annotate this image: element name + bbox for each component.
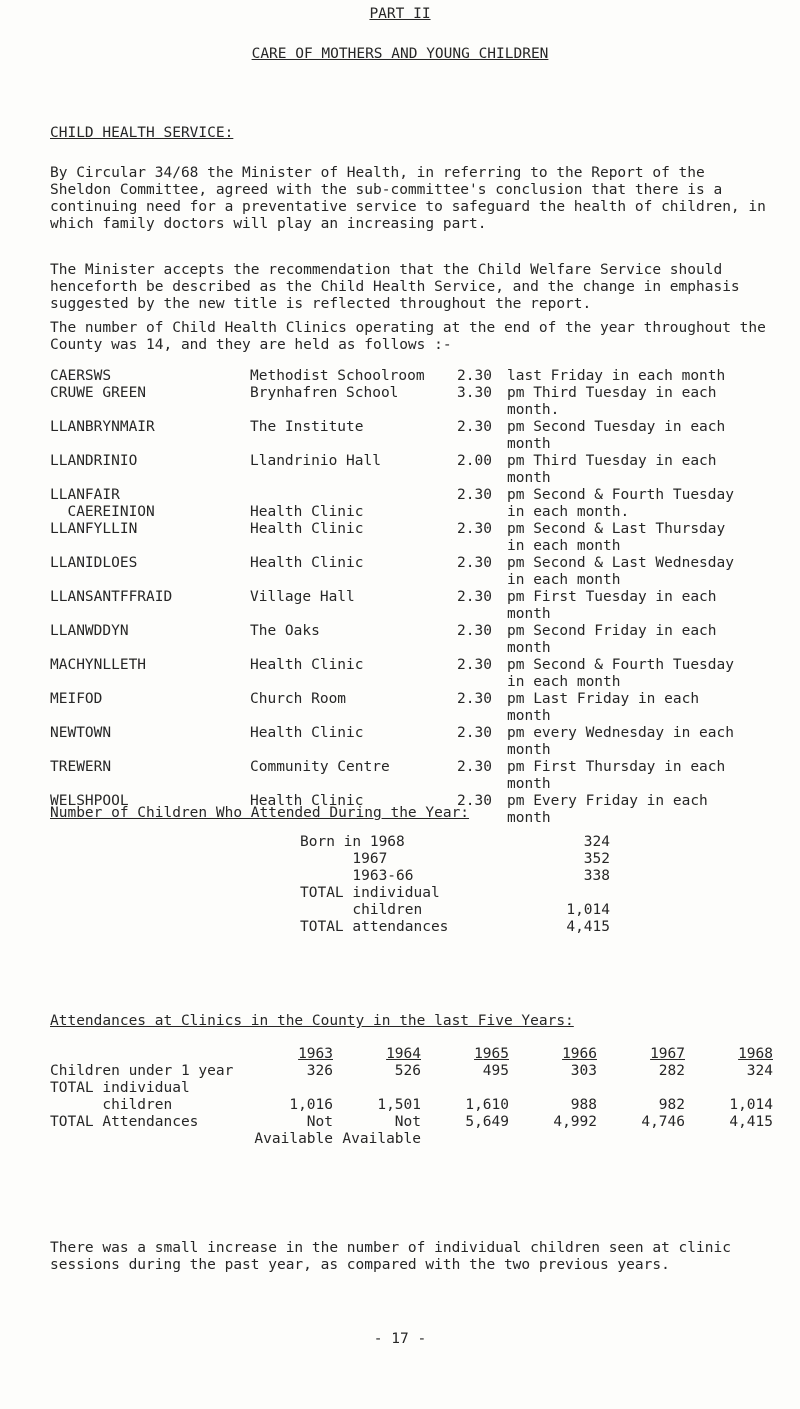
clinic-day: pm First Thursday in each month (507, 759, 726, 792)
attendance-row (50, 1131, 773, 1148)
clinic-time: 2.30 (457, 419, 492, 435)
year-header: 1963 (298, 1046, 333, 1062)
clinic-row (50, 725, 750, 759)
attended-value: 1,014 (566, 902, 610, 918)
attendance-value: Not (306, 1114, 333, 1130)
clinic-row (50, 453, 750, 487)
attended-label: 1963-66 (300, 868, 414, 884)
clinic-day: pm First Tuesday in each month (507, 589, 717, 622)
attendance-value: 1,014 (729, 1097, 773, 1113)
clinic-row (50, 419, 750, 453)
clinic-name: TREWERN (50, 759, 112, 775)
clinic-day: pm Second & Last Wednesday in each month (507, 555, 734, 588)
clinic-venue: Village Hall (250, 589, 355, 605)
attendance-value (333, 1080, 421, 1097)
clinic-time: 2.30 (457, 589, 492, 605)
clinic-venue: Health Clinic (250, 504, 364, 520)
clinic-venue: The Oaks (250, 623, 320, 639)
attended-label: 1967 (300, 851, 388, 867)
closing-paragraph: There was a small increase in the number of individual children seen at clinic sessions during the past year, as compared with the two previous years. (50, 1240, 731, 1273)
year-header: 1967 (650, 1046, 685, 1062)
attendance-value: 1,610 (465, 1097, 509, 1113)
attendances-table (50, 1046, 773, 1148)
clinic-day: pm Second & Fourth Tuesday in each month (507, 657, 734, 690)
attendance-label: Children under 1 year (50, 1063, 234, 1079)
clinic-row (50, 691, 750, 725)
attended-row (300, 851, 610, 868)
clinic-name: LLANSANTFFRAID (50, 589, 173, 605)
clinic-day: pm Last Friday in each month (507, 691, 700, 724)
attendance-value: 324 (746, 1063, 773, 1079)
clinic-time: 2.00 (457, 453, 492, 469)
clinic-time: 2.30 (457, 487, 492, 503)
clinic-day: pm Second Tuesday in each month (507, 419, 726, 452)
clinic-name: LLANFYLLIN (50, 521, 138, 537)
clinic-time: 2.30 (457, 657, 492, 673)
attended-label: Born in 1968 (300, 834, 405, 850)
clinic-row (50, 759, 750, 793)
clinic-day: pm Second & Last Thursday in each month (507, 521, 726, 554)
paragraph-minister: The Minister accepts the recommendation that the Child Welfare Service should henceforth be described as the Child Health Service, and the change in emphasis suggested by the new title is reflected throughout the report. (50, 262, 740, 312)
attendance-value: Available (342, 1131, 421, 1147)
attendance-value: 988 (570, 1097, 597, 1113)
attendances-heading: Attendances at Clinics in the County in the last Five Years: (50, 1013, 574, 1029)
clinic-name: NEWTOWN (50, 725, 112, 741)
clinic-day: pm every Wednesday in each month (507, 725, 734, 758)
clinic-time: 2.30 (457, 691, 492, 707)
section-title: CARE OF MOTHERS AND YOUNG CHILDREN (251, 46, 549, 62)
attendance-value (685, 1131, 773, 1148)
paragraph-circular: By Circular 34/68 the Minister of Health, in referring to the Report of the Sheldon Committee, agreed with the sub-committee's conclusion that there is a continuing need for a preventative service to safeguard the health of children, in which family doctors will play an increasing part. (50, 165, 766, 232)
attended-value: 352 (583, 851, 610, 867)
clinic-venue: Llandrinio Hall (250, 453, 381, 469)
attended-label: TOTAL attendances (300, 919, 449, 935)
clinic-venue: Health Clinic (250, 793, 364, 809)
attendance-row (50, 1097, 773, 1114)
child-health-heading: CHILD HEALTH SERVICE: (50, 125, 234, 141)
attended-value: 324 (583, 834, 610, 850)
clinic-day: last Friday in each month (507, 368, 726, 384)
clinic-row (50, 385, 750, 419)
attendance-row (50, 1080, 773, 1097)
attendance-value (597, 1131, 685, 1148)
attended-row (300, 868, 610, 885)
attendance-row (50, 1114, 773, 1131)
attendance-label: TOTAL Attendances (50, 1114, 199, 1130)
attended-value: 338 (583, 868, 610, 884)
clinic-day: pm Second & Fourth Tuesday in each month. (507, 487, 734, 520)
clinic-venue: Health Clinic (250, 725, 364, 741)
attendance-value: 495 (482, 1063, 509, 1079)
attendance-value (685, 1080, 773, 1097)
clinic-time: 2.30 (457, 623, 492, 639)
part-label: PART II (369, 6, 431, 22)
clinic-venue: Church Room (250, 691, 347, 707)
attendance-value: 982 (658, 1097, 685, 1113)
clinic-name: MACHYNLLETH (50, 657, 147, 673)
attended-label: children (300, 902, 423, 918)
attendance-value (597, 1080, 685, 1097)
attendance-value: Available (254, 1131, 333, 1147)
clinic-venue: Brynhafren School (250, 385, 399, 401)
clinic-venue: Methodist Schoolroom (250, 368, 425, 384)
attendance-row (50, 1063, 773, 1080)
clinic-name: CRUWE GREEN (50, 385, 147, 401)
clinic-row (50, 589, 750, 623)
attendance-value (421, 1080, 509, 1097)
attendance-label: TOTAL individual (50, 1080, 190, 1096)
attendance-value: 4,992 (553, 1114, 597, 1130)
attendance-value: 1,016 (289, 1097, 333, 1113)
year-header: 1964 (386, 1046, 421, 1062)
attendance-value: 303 (570, 1063, 597, 1079)
attendance-value (245, 1080, 333, 1097)
year-header: 1968 (738, 1046, 773, 1062)
year-header: 1966 (562, 1046, 597, 1062)
attendance-value: Not (394, 1114, 421, 1130)
attended-row (300, 902, 610, 919)
attendance-value: 326 (306, 1063, 333, 1079)
page-number: - 17 - (373, 1331, 427, 1347)
paragraph-clinic-count: The number of Child Health Clinics operating at the end of the year throughout the County was 14, and they are held as follows :- (50, 320, 766, 353)
clinic-venue: Health Clinic (250, 555, 364, 571)
clinic-time: 2.30 (457, 555, 492, 571)
clinic-day: pm Third Tuesday in each month (507, 453, 717, 486)
clinic-name: LLANDRINIO (50, 453, 138, 469)
attendance-value: 1,501 (377, 1097, 421, 1113)
clinic-time: 3.30 (457, 385, 492, 401)
clinic-row (50, 555, 750, 589)
clinic-time: 2.30 (457, 725, 492, 741)
attendance-value: 4,746 (641, 1114, 685, 1130)
attendance-value: 5,649 (465, 1114, 509, 1130)
clinic-time: 2.30 (457, 793, 492, 809)
year-header: 1965 (474, 1046, 509, 1062)
attended-value (550, 885, 610, 902)
clinic-day: pm Second Friday in each month (507, 623, 717, 656)
attended-label: TOTAL individual (300, 885, 440, 901)
clinic-venue: Health Clinic (250, 521, 364, 537)
children-attended-table (300, 834, 610, 936)
clinic-name: LLANIDLOES (50, 555, 138, 571)
attended-row (300, 885, 610, 902)
clinic-row (50, 657, 750, 691)
children-attended-heading: Number of Children Who Attended During the Year: (50, 805, 470, 821)
clinic-row (50, 368, 750, 385)
clinics-table (50, 368, 750, 827)
attendance-label (50, 1131, 245, 1148)
attendance-value: 526 (394, 1063, 421, 1079)
attendance-value (509, 1131, 597, 1148)
clinic-name: LLANWDDYN (50, 623, 129, 639)
clinic-venue: Community Centre (250, 759, 390, 775)
clinic-venue: The Institute (250, 419, 364, 435)
clinic-day: pm Third Tuesday in each month. (507, 385, 717, 418)
clinic-time: 2.30 (457, 759, 492, 775)
clinic-time: 2.30 (457, 368, 492, 384)
clinic-day: pm Every Friday in each month (507, 793, 708, 826)
clinic-row (50, 487, 750, 521)
attendance-value: 282 (658, 1063, 685, 1079)
clinic-venue: Health Clinic (250, 657, 364, 673)
attendance-label: children (50, 1097, 173, 1113)
clinic-name: WELSHPOOL (50, 793, 129, 809)
attendance-value (421, 1131, 509, 1148)
clinic-row (50, 521, 750, 555)
clinic-name: CAERSWS (50, 368, 112, 384)
attendance-value (509, 1080, 597, 1097)
clinic-time: 2.30 (457, 521, 492, 537)
attendance-value: 4,415 (729, 1114, 773, 1130)
clinic-name: LLANBRYNMAIR (50, 419, 155, 435)
clinic-name: MEIFOD (50, 691, 103, 707)
attended-row (300, 919, 610, 936)
clinic-row (50, 623, 750, 657)
attended-row (300, 834, 610, 851)
attended-value: 4,415 (566, 919, 610, 935)
clinic-name: LLANFAIR CAEREINION (50, 487, 155, 520)
